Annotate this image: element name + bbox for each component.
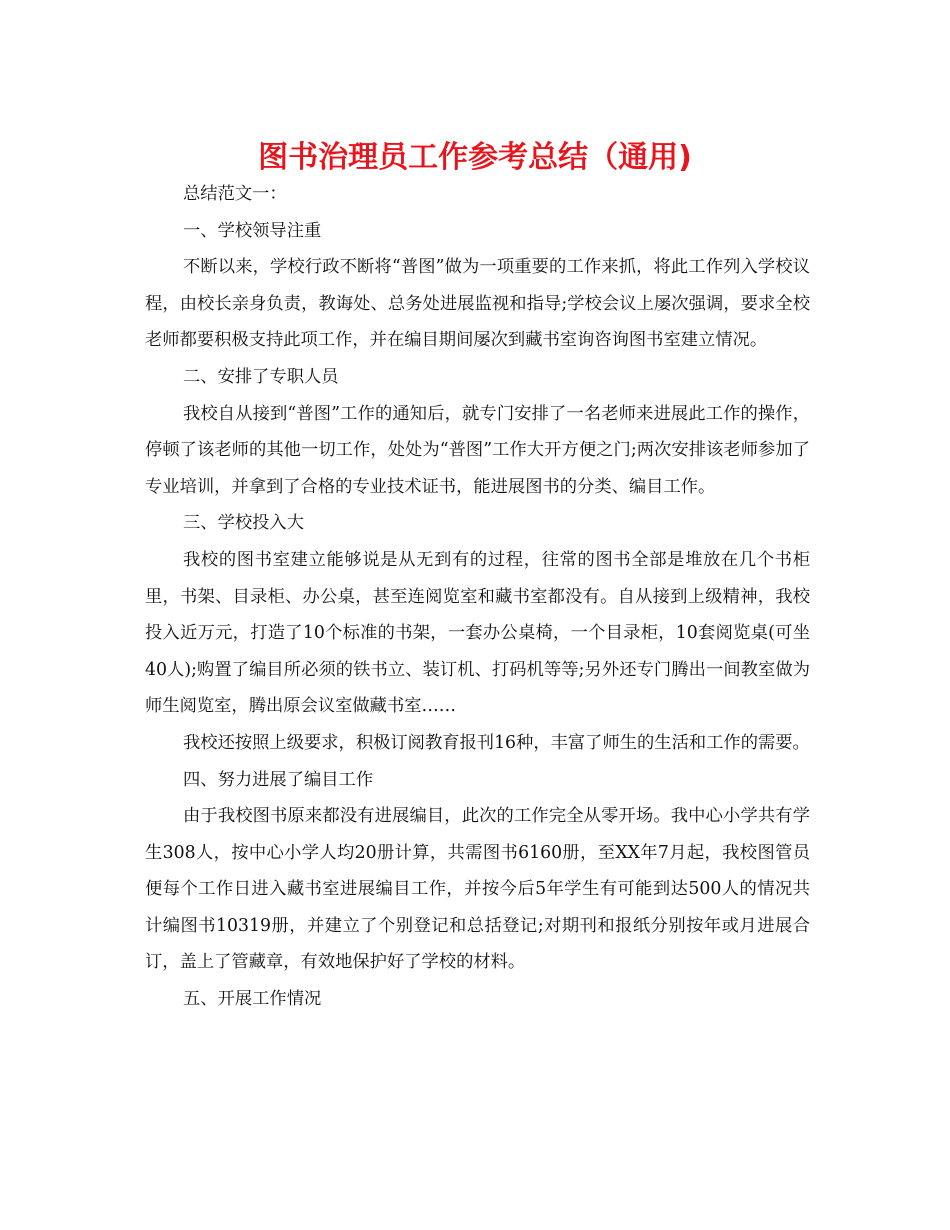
section-heading-3: 三、学校投入大 [183, 513, 304, 534]
section-heading-1: 一、学校领导注重 [183, 220, 322, 241]
paragraph: 由于我校图书原来都没有进展编目，此次的工作完全从零开场。我中心小学共有学生308人，按中心小学人均20册计算，共需图书6160册，至XX年7月起，我校图管员便每个工作日进入藏书室进展编目工作，并按今后5年学生有可能到达500人的情况共计编图书10319册，并建立了个别登记和总括登记;对期刊和报纸分别按年或月进展合订，盖上了管藏章，有效地保护好了学校的材料。 [145, 806, 810, 973]
document-title: 图书治理员工作参考总结（通用) [258, 140, 692, 175]
paragraph-intro: 总结范文一： [183, 184, 287, 204]
paragraph: 我校自从接到“普图”工作的通知后，就专门安排了一名老师来进展此工作的操作，停顿了该老师的其他一切工作，处处为“普图”工作大开方便之门;两次安排该老师参加了专业培训，并拿到了合格的专业技术证书，能进展图书的分类、编目工作。 [145, 403, 810, 497]
section-heading-4: 四、努力进展了编目工作 [183, 769, 374, 790]
paragraph: 我校的图书室建立能够说是从无到有的过程，往常的图书全部是堆放在几个书柜里，书架、目录柜、办公桌，甚至连阅览室和藏书室都没有。自从接到上级精神，我校投入近万元，打造了10个标准的书架，一套办公桌椅，一个目录柜，10套阅览桌(可坐40人);购置了编目所必须的铁书立、装订机、打码机等等;另外还专门腾出一间教室做为师生阅览室，腾出原会议室做藏书室…… [145, 549, 810, 717]
paragraph: 不断以来，学校行政不断将“普图”做为一项重要的工作来抓，将此工作列入学校议程，由校长亲身负责，教诲处、总务处进展监视和指导;学校会议上屡次强调，要求全校老师都要积极支持此项工作，并在编目期间屡次到藏书室询咨询图书室建立情况。 [145, 257, 810, 351]
paragraph: 我校还按照上级要求，积极订阅教育报刊16种，丰富了师生的生活和工作的需要。 [183, 732, 810, 753]
section-heading-5: 五、开展工作情况 [183, 989, 322, 1010]
section-heading-2: 二、安排了专职人员 [183, 366, 339, 387]
document-body [145, 176, 810, 1018]
